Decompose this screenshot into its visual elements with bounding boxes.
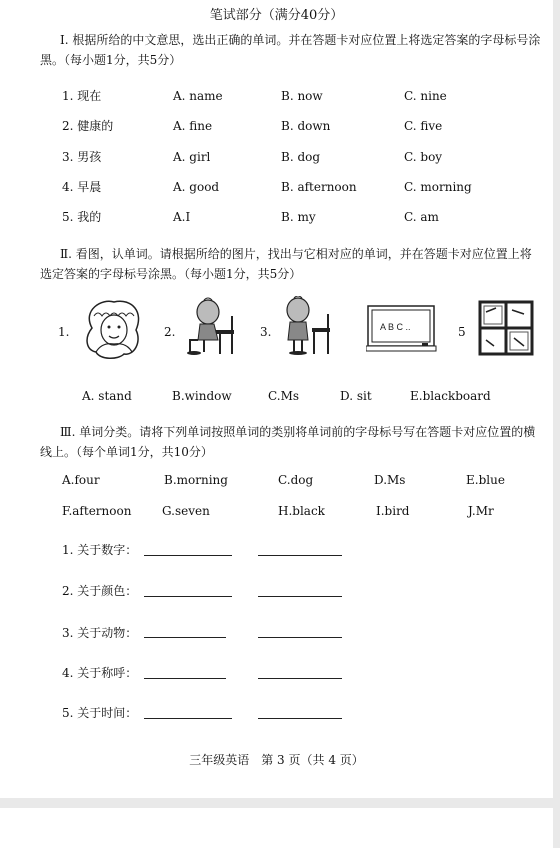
section3-instruction: Ⅲ. 单词分类。请将下列单词按照单词的类别将单词前的字母标号写在答题卡对应位置的横线上。（每个单词1分，共10分） <box>40 425 536 459</box>
pic3-number: 3. <box>260 325 272 339</box>
word-b: B.morning <box>164 473 228 487</box>
word-c: C.dog <box>278 473 314 487</box>
category-titles: 4. 关于称呼： <box>62 666 138 680</box>
word-g: G.seven <box>162 504 210 518</box>
q5-option-c: C. am <box>404 210 439 224</box>
category-time: 5. 关于时间： <box>62 706 138 720</box>
word-a: A.four <box>62 473 100 487</box>
window-picture <box>478 300 534 356</box>
answer-line <box>144 555 232 556</box>
answer-line <box>258 596 342 597</box>
section2-instruction: Ⅱ. 看图，认单词。请根据所给的图片，找出与它相对应的单词，并在答题卡对应位置上将选定答案的字母标号涂黑。（每小题1分，共5分） <box>40 247 532 281</box>
word-f: F.afternoon <box>62 504 132 518</box>
boy-sitting-picture <box>180 296 242 358</box>
q4-option-b: B. afternoon <box>281 180 357 194</box>
blackboard-picture <box>366 304 438 356</box>
answer-line <box>144 678 226 679</box>
page-title: 笔试部分（满分40分） <box>209 8 344 23</box>
pic-option-d: D. sit <box>340 389 372 403</box>
q2-stem: 2. 健康的 <box>62 119 114 133</box>
pic-option-b: B.window <box>172 389 232 403</box>
answer-line <box>258 718 342 719</box>
category-colors: 2. 关于颜色： <box>62 584 138 598</box>
pic1-number: 1. <box>58 325 70 339</box>
q5-option-b: B. my <box>281 210 316 224</box>
category-numbers: 1. 关于数字： <box>62 543 138 557</box>
q1-stem: 1. 现在 <box>62 89 102 103</box>
section1-instruction: Ⅰ. 根据所给的中文意思，选出正确的单词。并在答题卡对应位置上将选定答案的字母标号涂黑。（每小题1分，共5分） <box>40 33 541 67</box>
next-page-edge <box>0 808 553 848</box>
q2-option-b: B. down <box>281 119 331 133</box>
boy-standing-picture <box>276 296 338 358</box>
answer-line <box>258 678 342 679</box>
answer-line <box>258 555 342 556</box>
word-d: D.Ms <box>374 473 406 487</box>
blackboard-text: A B C .. <box>380 322 411 332</box>
q2-option-c: C. five <box>404 119 443 133</box>
pic-option-a: A. stand <box>82 389 132 403</box>
q3-option-c: C. boy <box>404 150 443 164</box>
q5-stem: 5. 我的 <box>62 210 102 224</box>
word-i: I.bird <box>376 504 410 518</box>
q3-option-a: A. girl <box>173 150 211 164</box>
q3-option-b: B. dog <box>281 150 321 164</box>
word-e: E.blue <box>466 473 505 487</box>
pic2-number: 2. <box>164 325 176 339</box>
answer-line <box>144 637 226 638</box>
word-h: H.black <box>278 504 325 518</box>
answer-line <box>144 718 232 719</box>
pic5-number: 5 <box>458 325 466 339</box>
woman-picture <box>78 298 146 360</box>
q1-option-c: C. nine <box>404 89 447 103</box>
q3-stem: 3. 男孩 <box>62 150 102 164</box>
q4-option-a: A. good <box>173 180 220 194</box>
q5-option-a: A.I <box>173 210 191 224</box>
q1-option-b: B. now <box>281 89 323 103</box>
answer-line <box>258 637 342 638</box>
q4-stem: 4. 早晨 <box>62 180 102 194</box>
word-j: J.Mr <box>468 504 494 518</box>
q1-option-a: A. name <box>173 89 223 103</box>
pic-option-c: C.Ms <box>268 389 300 403</box>
pic-option-e: E.blackboard <box>410 389 491 403</box>
category-animals: 3. 关于动物： <box>62 626 138 640</box>
q2-option-a: A. fine <box>173 119 213 133</box>
answer-line <box>144 596 232 597</box>
page-footer: 三年级英语 第 3 页（共 4 页） <box>189 753 364 767</box>
q4-option-c: C. morning <box>404 180 472 194</box>
